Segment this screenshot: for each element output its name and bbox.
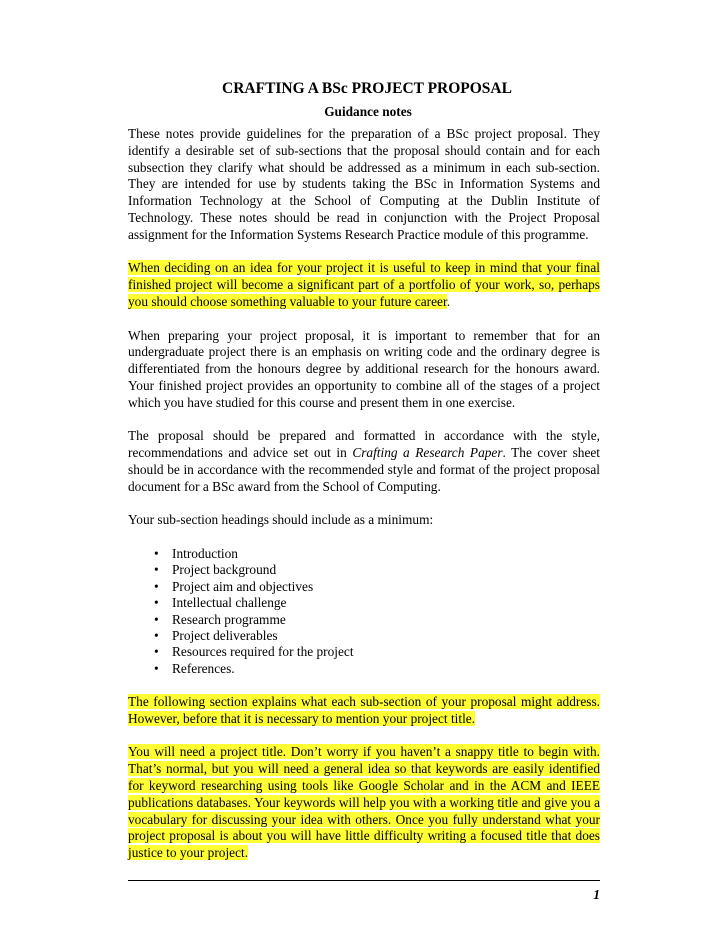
format-paragraph — [128, 428, 600, 495]
highlighted-text: You will need a project title. Don’t worry if you haven’t a snappy title to begin with. That’s normal, but you will need a general idea so that keywords are easily identified for keyword researching using tools like Google Scholar and in the ACM and IEEE publications databases. Your keywords will help you with a working title and give you a vocabulary for discussing your idea with others. Once you fully understand what your project proposal is about you will have little difficulty writing a focused title that does justice to your project. — [128, 744, 600, 861]
preparing-paragraph: When preparing your project proposal, it is important to remember that for an undergraduate project there is an emphasis on writing code and the ordinary degree is differentiated from the honours degree by additional research for the honours award. Your finished project provides an opportunity to combine all of the stages of a project which you have studied for this course and present them in one exercise. — [128, 327, 600, 410]
list-item: • References. — [172, 661, 600, 677]
format-text-1: The proposal should be prepared and formatted in accordance with the style, recommendations and advice set out in — [128, 428, 600, 461]
list-item: • Resources required for the project — [172, 644, 600, 660]
following-section-paragraph — [128, 694, 600, 728]
list-item: • Project aim and objectives — [172, 579, 600, 595]
page-number: 1 — [593, 887, 600, 902]
page-title: CRAFTING A BSc PROJECT PROPOSAL — [222, 80, 512, 97]
paragraph-end: . — [446, 293, 451, 309]
list-item: • Project deliverables — [172, 628, 600, 644]
title-note-paragraph — [128, 744, 600, 862]
list-item: • Intellectual challenge — [172, 595, 600, 611]
highlighted-text: When deciding on an idea for your project it is useful to keep in mind that your final finished project will become a significant part of a portfolio of your work, so, perhaps you should choose something valuable to your future career — [128, 260, 600, 309]
list-item: • Project background — [172, 562, 600, 578]
intro-paragraph: These notes provide guidelines for the preparation of a BSc project proposal. They identify a desirable set of sub-sections that the proposal should contain and for each subsection they clarify what should be addressed as a minimum in each sub-section. They are intended for use by students taking the BSc in Information Systems and Information Technology at the School of Computing at the Dublin Institute of Technology. These notes should be read in conjunction with the Project Proposal assignment for the Information Systems Research Practice module of this programme. — [128, 126, 600, 242]
reference-title: Crafting a Research Paper — [352, 445, 503, 461]
list-item: • Research programme — [172, 612, 600, 628]
list-item: • Introduction — [172, 546, 600, 562]
headings-intro: Your sub-section headings should include as a minimum: — [128, 512, 434, 528]
portfolio-paragraph — [128, 260, 600, 310]
page-subtitle: Guidance notes — [324, 104, 412, 119]
format-text-2: . The cover sheet should be in accordance with the recommended style and format of the project proposal document for a BSc award from the School of Computing. — [128, 445, 600, 494]
document-body — [128, 126, 600, 879]
highlighted-text: The following section explains what each sub-section of your proposal might address. However, before that it is necessary to mention your project title. — [128, 693, 600, 726]
footer-rule — [128, 880, 600, 881]
headings-list — [128, 546, 600, 677]
